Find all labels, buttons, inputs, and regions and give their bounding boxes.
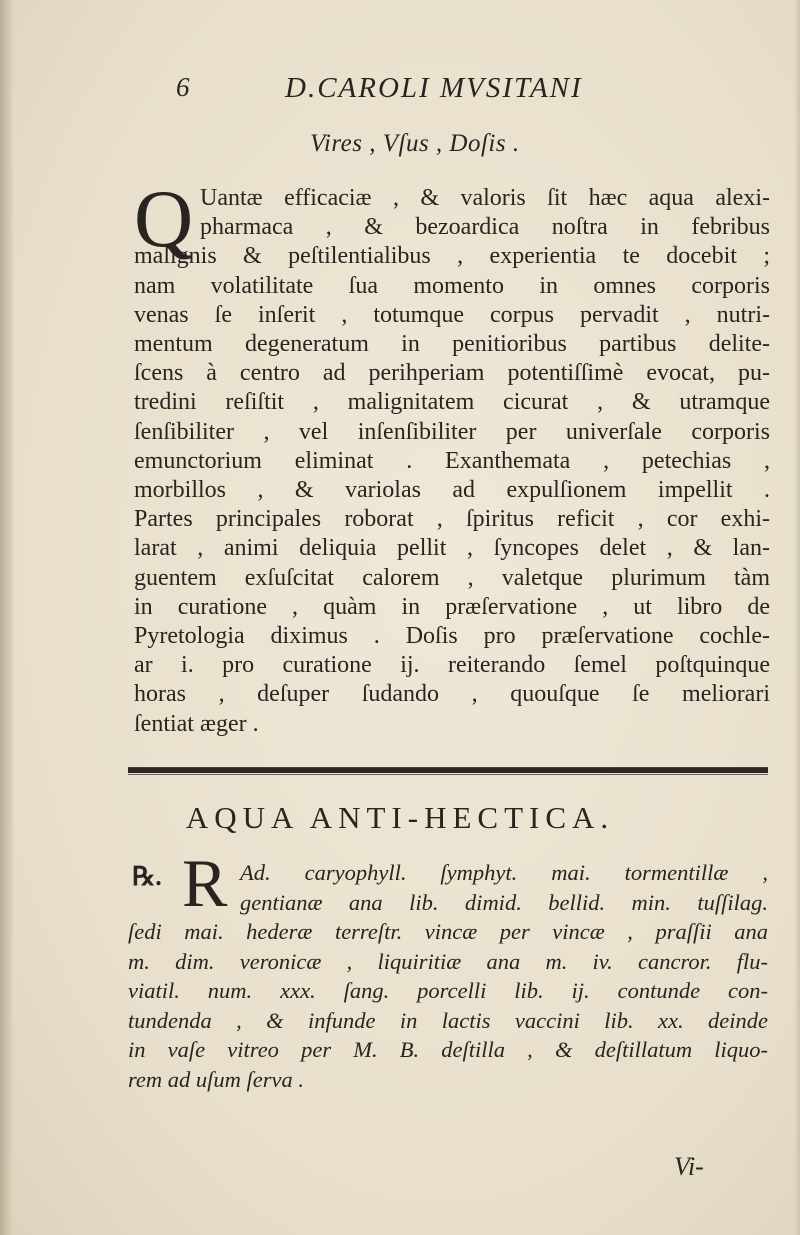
paragraph-line: Uantæ efficaciæ , & valoris ſit hæc aqua alexi- — [200, 185, 770, 211]
recipe-line: m. dim. veronicæ , liquiritiæ ana m. iv. cancror. flu- — [128, 948, 768, 974]
recipe-line: gentianæ ana lib. dimid. bellid. min. tuſſilag. — [240, 889, 768, 915]
section-divider-rule — [128, 767, 768, 773]
page-number: 6 — [176, 72, 190, 102]
paragraph-line: ar i. pro curatione ij. reiterando ſemel poſtquinque — [134, 652, 770, 679]
recipe-line: ſedi mai. hederæ terreſtr. vincæ per vincæ , praſſii ana — [128, 919, 768, 944]
page-header — [0, 72, 800, 112]
paragraph-line: guentem exſuſcitat calorem , valetque plurimum tàm — [134, 564, 770, 591]
recipe-line: viatil. num. xxx. ſang. porcelli lib. ij. contunde con- — [128, 978, 768, 1003]
catchword: Vi- — [674, 1152, 704, 1181]
paragraph-line: venas ſe inſerit , totumque corpus pervadit , nutri- — [134, 301, 770, 328]
recipe-line: Ad. caryophyll. ſymphyt. mai. tormentillæ , — [240, 860, 768, 885]
paragraph-line: Pyretologia diximus . Doſis pro præſervatione cochle- — [134, 623, 770, 650]
page-edge-shadow — [794, 0, 800, 1235]
drop-cap: Q — [134, 173, 194, 264]
paragraph-line: Partes principales roborat , ſpiritus reficit , cor exhi- — [134, 506, 770, 533]
paragraph-line: tredini reſiſtit , malignitatem cicurat , & utramque — [134, 389, 770, 416]
section-subhead: Vires , Vſus , Doſis . — [310, 130, 520, 157]
paragraph-line: horas , deſuper ſudando , quouſque ſe meliorari — [134, 681, 770, 708]
paragraph-line: malignis & peſtilentialibus , experientia te docebit ; — [134, 243, 770, 270]
paragraph-line: in curatione , quàm in præſervatione , ut libro de — [134, 593, 770, 620]
recipe-block — [128, 845, 768, 1094]
recipe-line: tundenda , & infunde in lactis vaccini lib. xx. deinde — [128, 1007, 768, 1033]
paragraph-line: ſentiat æger . — [134, 710, 259, 737]
recipe-line: in vaſe vitreo per M. B. deſtilla , & deſtillatum liquo- — [128, 1037, 768, 1062]
running-head: D.CAROLI MVSITANI — [285, 72, 583, 104]
paragraph-line: ſenſibiliter , vel inſenſibiliter per univerſale corporis — [134, 418, 770, 445]
paragraph-line: nam volatilitate ſua momento in omnes corporis — [134, 272, 770, 299]
paragraph-line: ſcens à centro ad perihperiam potentiſſimè evocat, pu- — [134, 360, 770, 387]
recipe-drop-cap: R — [182, 845, 228, 921]
section-title: AQUA ANTI-HECTICA. — [185, 800, 615, 835]
recipe-symbol: ℞. — [132, 862, 162, 891]
paragraph-line: mentum degeneratum in penitioribus partibus delite- — [134, 331, 770, 358]
paragraph-line: pharmaca , & bezoardica noſtra in febribus — [200, 214, 770, 241]
paragraph-line: larat , animi deliquia pellit , ſyncopes delet , & lan- — [134, 535, 770, 562]
section-divider-thin-rule — [128, 774, 768, 775]
page-gutter-shadow — [0, 0, 14, 1235]
main-paragraph — [134, 173, 770, 739]
paragraph-line: morbillos , & variolas ad expulſionem impellit . — [134, 477, 770, 504]
recipe-line: rem ad uſum ſerva . — [128, 1066, 305, 1092]
paragraph-line: emunctorium eliminat . Exanthemata , petechias , — [134, 447, 770, 474]
